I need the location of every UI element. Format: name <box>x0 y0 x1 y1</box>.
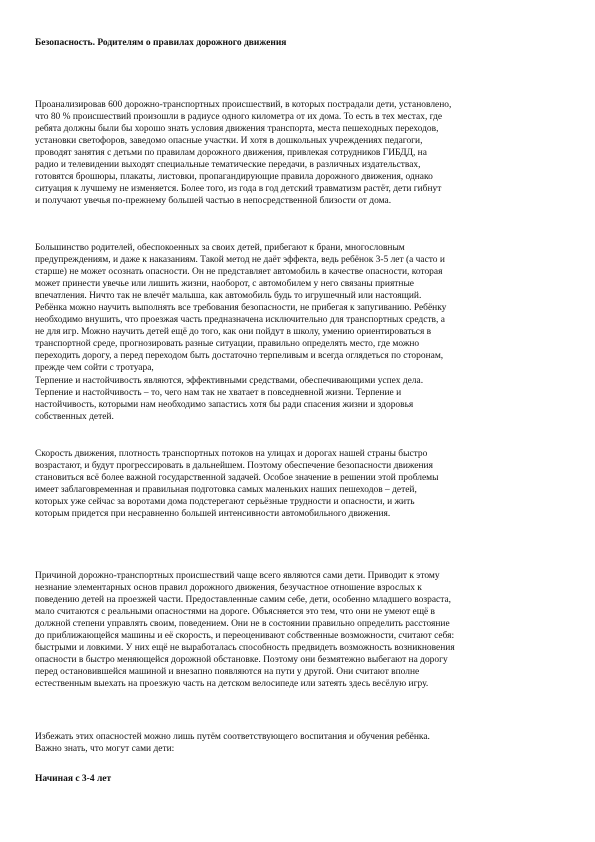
paragraph-line: может принести увечье или лишить жизни, наоборот, с автомобилем у него связаны приятные <box>35 279 414 290</box>
paragraph-line: установки светофоров, заведомо опасные участки. И хотя в дошкольных учреждениях педагоги, <box>35 136 423 147</box>
paragraph-line: Ребёнка можно научить выполнять все требования безопасности, не прибегая к запугиванию. Ребёнку <box>35 303 447 314</box>
paragraph-line: радио и телевидении выходят специальные тематические передачи, в различных издательствах, <box>35 160 421 171</box>
paragraph-line: необходимо внушить, что проезжая часть предназначена исключительно для транспортных средств, а <box>35 315 445 326</box>
paragraph-line: транспортной среде, прогнозировать разные ситуации, правильно определять место, где можно <box>35 339 420 350</box>
paragraph-line: Причиной дорожно-транспортных происшествий чаще всего являются сами дети. Приводит к этому <box>35 571 440 581</box>
paragraph-line: впечатления. Ничто так не влечёт малыша, как автомобиль будь то игрушечный или настоящий. <box>35 291 422 302</box>
paragraph-line: до приближающейся машины и её скорость, и переоценивают собственные возможности, считают себя: <box>35 631 455 642</box>
paragraph-line: собственных детей. <box>35 411 114 422</box>
paragraph-line: Избежать этих опасностей можно лишь путём соответствующего воспитания и обучения ребёнка. <box>35 732 430 742</box>
paragraph-line: становиться всё более важной государственной задачей. Особое значение в решении этой проблемы <box>35 473 439 484</box>
paragraph-line: поведению детей на проезжей части. Предоставленные самим себе, дети, особенно младшего возраста, <box>35 595 451 606</box>
paragraph-line: Важно знать, что могут сами дети: <box>35 744 175 755</box>
paragraph-line: готовятся брошюры, плакаты, листовки, пропагандирующие правила дорожного движения, однако <box>35 172 433 183</box>
paragraph-line: незнание элементарных основ правил дорожного движения, безучастное отношение взрослых к <box>35 583 422 594</box>
paragraph-line: предупреждениям, и даже к наказаниям. Такой метод не даёт эффекта, ведь ребёнок 3-5 лет (а часто и <box>35 255 445 266</box>
paragraph-line: настойчивость, которыми нам необходимо запастись хотя бы ради спасения жизни и здоровья <box>35 399 414 410</box>
paragraph-line: и получают увечья по-прежнему большей частью в непосредственной близости от дома. <box>35 196 392 207</box>
page-title: Безопасность. Родителям о правилах дорожного движения <box>35 38 287 48</box>
paragraph-line: которых уже сейчас за воротами дома подстерегают серьёзные трудности и опасности, и жить <box>35 497 415 508</box>
paragraph-3 <box>35 448 561 520</box>
paragraph-line: перед остановившейся машиной и внезапно появляются на пути у другой. Они считают вполне <box>35 667 420 678</box>
paragraph-line: что 80 % происшествий произошли в радиусе одного километра от их дома. То есть в тех местах, где <box>35 112 443 123</box>
paragraph-2 <box>35 242 561 423</box>
paragraph-line: Терпение и настойчивость являются, эффективными средствами, обеспечивающими успех дела. <box>35 375 424 386</box>
paragraph-line: мало считаются с реальными опасностями на дороге. Объясняется это тем, что они не умеют ещё в <box>35 607 436 618</box>
paragraph-line: переходить дорогу, а перед переходом быть достаточно терпеливым и всегда оглядеться по сторонам, <box>35 351 444 362</box>
paragraph-line: быстрыми и ловкими. У них ещё не выработалась способность предвидеть возможность возникновения <box>35 643 455 654</box>
paragraph-line: прежде чем сойти с тротуара, <box>35 363 154 374</box>
paragraph-line: Большинство родителей, обеспокоенных за своих детей, прибегают к брани, многословным <box>35 243 405 253</box>
paragraph-line: Терпение и настойчивость – то, чего нам так не хватает в повседневной жизни. Терпение и <box>35 387 402 398</box>
paragraph-4 <box>35 570 561 690</box>
paragraph-line: ребята должны были бы хорошо знать условия движения транспорта, места пешеходных переходов, <box>35 124 439 135</box>
paragraph-line: имеет заблаговременная и правильная подготовка самых маленьких наших пешеходов – детей, <box>35 485 417 496</box>
section-subheading: Начиная с 3-4 лет <box>35 774 112 784</box>
paragraph-line: проводят занятия с детьми по правилам дорожного движения, привлекая сотрудников ГИБДД, на <box>35 148 427 159</box>
paragraph-line: возрастают, и будут прогрессировать в дальнейшем. Поэтому обеспечение безопасности движения <box>35 461 433 472</box>
paragraph-line: не для игр. Можно научить детей ещё до того, как они пойдут в школу, умению ориентироваться в <box>35 327 432 338</box>
paragraph-line: опасности в быстро меняющейся дорожной обстановке. Поэтому они безмятежно выбегают на дорогу <box>35 655 448 666</box>
paragraph-line: старше) не может осознать опасности. Он не представляет автомобиль в качестве опасности, которая <box>35 267 443 278</box>
paragraph-line: естественным выехать на проезжую часть на детском велосипеде или затеять здесь весёлую игру. <box>35 679 429 690</box>
paragraph-line: Проанализировав 600 дорожно-транспортных происшествий, в которых пострадали дети, установлено, <box>35 100 452 110</box>
paragraph-1 <box>35 99 561 207</box>
paragraph-line: которым придется при несравненно большей интенсивности автомобильного движения. <box>35 509 391 520</box>
paragraph-line: ситуация к лучшему не изменяется. Более того, из года в год детский травматизм растёт, дети гибнут <box>35 184 442 195</box>
paragraph-5 <box>35 731 561 755</box>
paragraph-line: должной степени управлять своим, поведением. Они не в состоянии правильно определить расстояние <box>35 619 450 630</box>
paragraph-line: Скорость движения, плотность транспортных потоков на улицах и дорогах нашей страны быстро <box>35 449 428 459</box>
